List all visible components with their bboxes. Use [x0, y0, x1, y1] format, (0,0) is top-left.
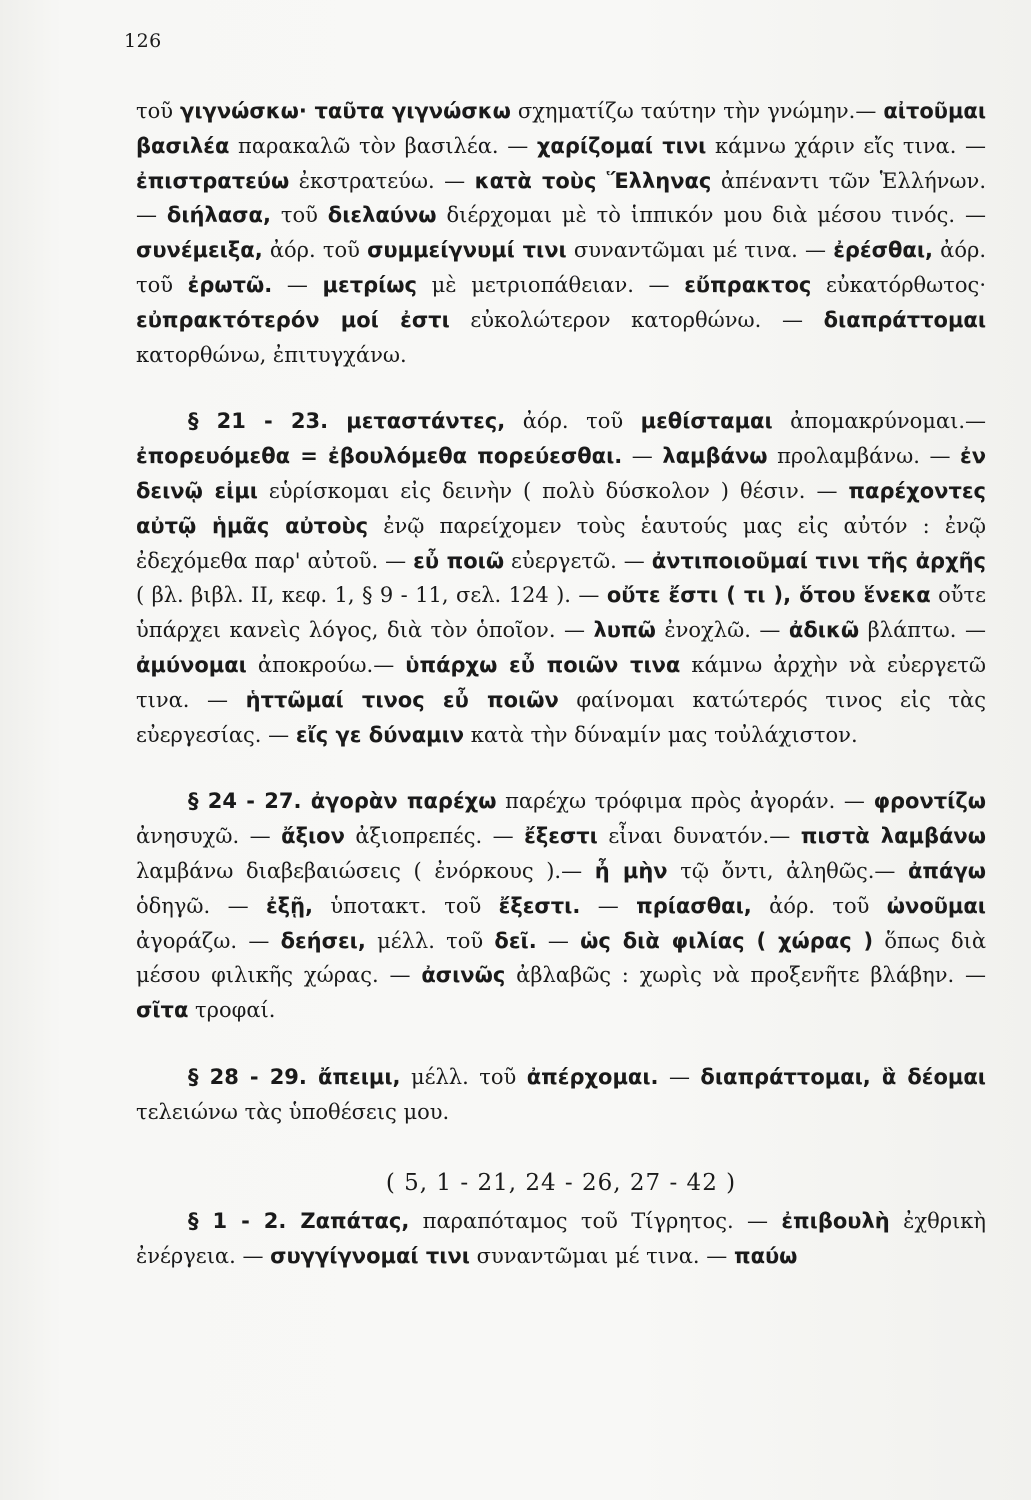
headword: ἐπιβουλὴ	[781, 1209, 890, 1234]
definition-text: ἀνησυχῶ. —	[136, 824, 282, 849]
section-marker: § 24 - 27.	[188, 789, 311, 814]
section-marker: § 28 - 29.	[188, 1064, 318, 1089]
definition-text: τοῦ	[136, 99, 181, 123]
definition-text: ἐχθρικὴ ἐνέργεια. —	[136, 1209, 986, 1269]
definition-text: ἐνῷ παρείχομεν τοὺς ἑαυτούς μας εἰς αὐτόν : ἐνῷ ἐδεχόμεθα παρ' αὐτοῦ. —	[136, 513, 986, 573]
headword: διαπράττομαι	[823, 307, 987, 332]
headword: φροντίζω	[873, 789, 986, 814]
headword: ἀδικῶ	[788, 618, 860, 643]
definition-text: ( 5, 1 - 21, 24 - 26, 27 - 42 )	[385, 1169, 737, 1196]
definition-text: ἀξιοπρεπές. —	[344, 824, 525, 849]
definition-text: κατὰ τὴν δύναμίν μας τοὐλάχιστον.	[464, 722, 858, 747]
page-number: 126	[124, 30, 162, 52]
headword: συμμείγνυμί τινι	[367, 238, 567, 263]
headword: ἀγορὰν παρέχω	[310, 789, 497, 814]
definition-text: —	[272, 272, 323, 297]
glossary-paragraph	[136, 1204, 986, 1274]
definition-text: —	[622, 444, 663, 469]
headword: ἦ μὴν	[594, 858, 668, 883]
headword: σῖτα	[136, 998, 189, 1023]
definition-text: εἶναι δυνατόν.—	[597, 824, 801, 849]
definition-text: ὑποτακτ. τοῦ	[313, 893, 499, 918]
headword: οὔτε ἔστι ( τι ), ὅτου ἕνεκα	[606, 583, 931, 608]
definition-text: παρέχω τρόφιμα πρὸς ἀγοράν. —	[496, 789, 874, 814]
definition-text: ἀγοράζω. —	[136, 928, 281, 953]
definition-text: ἀόρ. τοῦ	[751, 893, 887, 918]
definition-text: —	[536, 928, 581, 953]
headword: ἔξεστι.	[498, 893, 581, 918]
headword: ἐξῇ,	[265, 893, 314, 918]
definition-text: σχηματίζω ταύτην τὴν γνώμην.—	[510, 99, 884, 123]
headword: λυπῶ	[593, 618, 656, 643]
definition-text: ἐκστρατεύω. —	[289, 168, 475, 193]
definition-text: παραπόταμος τοῦ Τίγρητος. —	[409, 1209, 782, 1234]
headword: πρίασθαι,	[636, 893, 752, 918]
section-marker: § 1 - 2.	[188, 1209, 301, 1234]
definition-text: οὔτε ὑπάρχει κανεὶς λόγος, διὰ τὸν ὁποῖον. —	[136, 583, 986, 643]
definition-text: μέλλ. τοῦ	[400, 1064, 527, 1089]
headword: ἄξιον	[281, 824, 345, 849]
definition-text: εὑρίσκομαι εἰς δεινὴν ( πολὺ δύσκολον ) θέσιν. —	[257, 478, 849, 503]
definition-text: κατορθώνω, ἐπιτυγχάνω.	[136, 342, 407, 367]
definition-text: μέλλ. τοῦ	[365, 928, 495, 953]
headword: εὔπρακτος	[684, 272, 812, 297]
headword: ὠνοῦμαι	[886, 893, 986, 918]
glossary-text	[136, 94, 986, 1274]
headword: γιγνώσκω· ταῦτα γιγνώσκω	[180, 99, 511, 123]
definition-text: φαίνομαι κατώτερός τινος εἰς τὰς εὐεργεσίας. —	[136, 687, 986, 747]
definition-text: ἀόρ. τοῦ	[505, 409, 641, 434]
definition-text: ( βλ. βιβλ. II, κεφ. 1, § 9 - 11, σελ. 124 ). —	[136, 583, 607, 608]
headword: διελαύνω	[327, 203, 437, 228]
headword: κατὰ τοὺς Ἕλληνας	[474, 168, 712, 193]
definition-text: εὐκολώτερον κατορθώνω. —	[449, 307, 824, 332]
definition-text: παρακαλῶ τὸν βασιλέα. —	[229, 133, 537, 158]
definition-text: κάμνω ἀρχὴν νὰ εὐεργετῶ τινα. —	[136, 652, 987, 712]
definition-text: βλάπτω. —	[859, 618, 986, 643]
headword: ἡττῶμαί τινος εὖ ποιῶν	[245, 687, 559, 712]
definition-text: μὲ μετριοπάθειαν. —	[417, 272, 685, 297]
definition-text: —	[580, 893, 637, 918]
headword: Ζαπάτας,	[300, 1209, 410, 1234]
headword: ἀμύνομαι	[136, 652, 247, 677]
glossary-paragraph	[136, 1060, 986, 1130]
headword: πιστὰ λαμβάνω	[800, 824, 986, 849]
definition-text: —	[658, 1064, 701, 1089]
headword: μεθίσταμαι	[640, 409, 773, 434]
headword: ἀπέρχομαι.	[526, 1064, 659, 1089]
definition-text: προλαμβάνω. —	[767, 444, 960, 469]
headword: ἀντιποιοῦμαί τινι τῆς ἀρχῆς	[651, 548, 987, 573]
headword: ἐρωτῶ.	[187, 272, 273, 297]
definition-text: εὐεργετῶ. —	[504, 548, 652, 573]
headword: ἐπορευόμεθα = ἐβουλόμεθα πορεύεσθαι.	[136, 444, 623, 469]
definition-text: συναντῶμαι μέ τινα. —	[566, 238, 834, 263]
definition-text: τροφαί.	[188, 998, 276, 1023]
headword: ἀπάγω	[908, 858, 987, 883]
headword: εὖ ποιῶ	[413, 548, 505, 573]
definition-text: ἀόρ. τοῦ	[136, 238, 987, 297]
headword: συγγίγνομαί τινι	[270, 1244, 470, 1269]
definition-text: ἀβλαβῶς : χωρὶς νὰ προξενῆτε βλάβην. —	[505, 963, 987, 988]
definition-text: λαμβάνω διαβεβαιώσεις ( ἐνόρκους ).—	[136, 858, 595, 883]
headword: ἔξεστι	[524, 824, 598, 849]
headword: ὑπάρχω εὖ ποιῶν τινα	[405, 652, 681, 677]
headword: διήλασα,	[166, 203, 271, 228]
headword: δεήσει,	[280, 928, 366, 953]
headword: λαμβάνω	[662, 444, 768, 469]
headword: παρέχοντες αὐτῷ ἡμᾶς αὐτοὺς	[136, 478, 986, 538]
definition-text: ἀόρ. τοῦ	[262, 238, 368, 263]
headword: εὐπρακτότερόν μοί ἐστι	[136, 307, 450, 332]
definition-text: συναντῶμαι μέ τινα. —	[469, 1244, 734, 1269]
definition-text: κάμνω χάριν εἴς τινα. —	[706, 133, 987, 158]
headword: εἴς γε δύναμιν	[295, 722, 465, 747]
headword: δεῖ.	[494, 928, 537, 953]
headword: ὡς διὰ φιλίας ( χώρας )	[580, 928, 874, 953]
definition-text: ὁδηγῶ. —	[136, 893, 266, 918]
headword: ἐν δεινῷ εἰμι	[136, 444, 986, 503]
definition-text: ἀποκρούω.—	[246, 652, 406, 677]
headword: μετρίως	[322, 272, 418, 297]
headword: ἄπειμι,	[317, 1064, 401, 1089]
definition-text: ἐνοχλῶ. —	[655, 618, 789, 643]
definition-text: ὅπως διὰ μέσου φιλικῆς χώρας. —	[136, 928, 987, 988]
headword: ἐπιστρατεύω	[136, 168, 290, 193]
definition-text: ἀπέναντι τῶν Ἑλλήνων. —	[136, 168, 986, 228]
headword: αἰτοῦμαι βασιλέα	[136, 99, 987, 158]
headword: διαπράττομαι, ἃ δέομαι	[700, 1064, 986, 1089]
headword: ἀσινῶς	[421, 963, 506, 988]
definition-text: τελειώνω τὰς ὑποθέσεις μου.	[136, 1099, 450, 1124]
headword: χαρίζομαί τινι	[536, 133, 707, 158]
section-marker: § 21 - 23.	[188, 409, 347, 434]
definition-text: τῷ ὄντι, ἀληθῶς.—	[667, 858, 908, 883]
definition-text: εὐκατόρθωτος·	[811, 272, 986, 297]
headword: παύω	[733, 1244, 798, 1269]
headword: ἐρέσθαι,	[833, 238, 933, 263]
chapter-reference	[136, 1166, 986, 1201]
headword: μεταστάντες,	[346, 409, 506, 434]
definition-text: διέρχομαι μὲ τὸ ἱππικόν μου διὰ μέσου τινός. —	[436, 203, 986, 228]
definition-text: ἀπομακρύνομαι.—	[772, 409, 987, 434]
definition-text: τοῦ	[270, 203, 328, 228]
glossary-paragraph	[136, 94, 986, 372]
glossary-paragraph	[136, 404, 986, 752]
glossary-paragraph	[136, 784, 986, 1028]
headword: συνέμειξα,	[136, 238, 263, 263]
